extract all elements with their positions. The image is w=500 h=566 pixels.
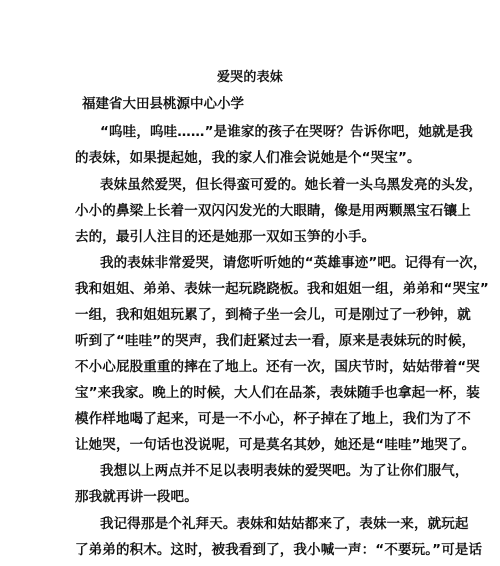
- paragraph-line: 一组，我和姐姐玩累了，到椅子坐一会儿，可是刚过了一秒钟，就: [75, 307, 471, 323]
- document-title: 爱哭的表妹: [216, 70, 283, 85]
- paragraph-line: 我记得那是个礼拜天。表妹和姑姑都来了，表妹一来，就玩起: [100, 516, 469, 532]
- paragraph-line: 不小心屁股重重的摔在了地上。还有一次，国庆节时，姑姑带着“哭: [75, 359, 480, 375]
- paragraph-line: 了弟弟的积木。这时，被我看到了，我小喊一声：“不要玩。”可是话: [75, 542, 483, 558]
- paragraph-line: 小小的鼻梁上长着一双闪闪发光的大眼睛，像是用两颗黑宝石镶上: [75, 203, 471, 219]
- paragraph-line: 那我就再讲一段吧。: [75, 489, 198, 505]
- paragraph-line: 听到了“哇哇”的哭声，我们赶紧过去一看，原来是表妹玩的时候，: [75, 333, 476, 349]
- paragraph-line: 模作样地喝了起来，可是一不小心，杯子掉在了地上，我们为了不: [75, 411, 471, 427]
- paragraph-line: 我和姐姐、弟弟、表妹一起玩跷跷板。我和姐姐一组，弟弟和“哭宝”: [75, 281, 489, 297]
- paragraph-line: 我的表妹非常爱哭，请您听听她的“英雄事迹”吧。记得有一次，: [100, 255, 487, 271]
- document-author: 福建省大田县桃源中心小学: [82, 96, 244, 112]
- paragraph-line: 让她哭，一句话也没说呢，可是莫名其妙，她还是“哇哇”地哭了。: [75, 437, 476, 453]
- paragraph-line: 去的，最引人注目的还是她那一双如玉笋的小手。: [75, 229, 376, 245]
- paragraph-line: 宝”来我家。晚上的时候，大人们在品茶，表妹随手也拿起一杯，装: [75, 385, 480, 401]
- paragraph-line: “呜哇，呜哇……”是谁家的孩子在哭呀？告诉你吧，她就是我: [100, 124, 473, 140]
- paragraph-line: 表妹虽然爱哭，但长得蛮可爱的。她长着一头乌黑发亮的头发，: [100, 177, 483, 193]
- paragraph-line: 的表妹，如果提起她，我的家人们准会说她是个“哭宝”。: [75, 150, 421, 166]
- paragraph-line: 我想以上两点并不足以表明表妹的爱哭吧。为了让你们服气，: [100, 463, 469, 479]
